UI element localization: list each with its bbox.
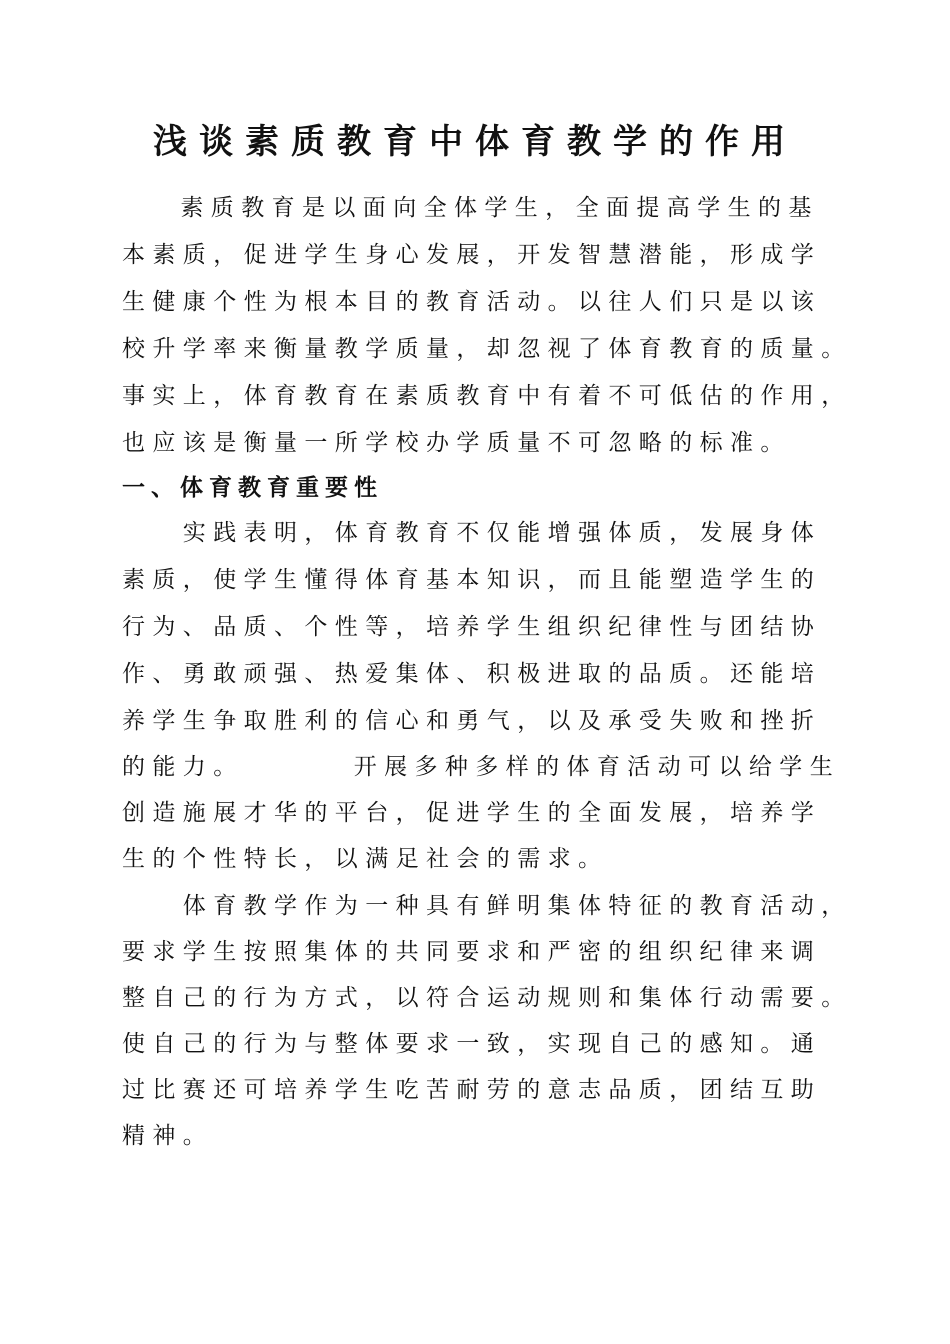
paragraph-line: 体育教学作为一种具有鲜明集体特征的教育活动， xyxy=(122,893,852,919)
paragraph-line: 本素质，促进学生身心发展，开发智慧潜能，形成学 xyxy=(122,242,822,268)
paragraph-line: 行为、品质、个性等，培养学生组织纪律性与团结协 xyxy=(122,614,822,640)
document-title: 浅谈素质教育中体育教学的作用 xyxy=(153,122,797,162)
paragraph-line: 也应该是衡量一所学校办学质量不可忽略的标准。 xyxy=(122,430,791,456)
section-heading: 一、体育教育重要性 xyxy=(122,475,383,501)
paragraph-line: 作、勇敢顽强、热爱集体、积极进取的品质。还能培 xyxy=(122,661,822,687)
paragraph-line: 实践表明，体育教育不仅能增强体质，发展身体 xyxy=(122,520,822,546)
paragraph-line: 养学生争取胜利的信心和勇气，以及承受失败和挫折 xyxy=(122,708,822,734)
paragraph-line: 要求学生按照集体的共同要求和严密的组织纪律来调 xyxy=(122,939,822,965)
paragraph-line: 校升学率来衡量教学质量，却忽视了体育教育的质量。 xyxy=(122,336,852,362)
paragraph-line: 过比赛还可培养学生吃苦耐劳的意志品质，团结互助 xyxy=(122,1077,822,1103)
paragraph-line: 创造施展才华的平台，促进学生的全面发展，培养学 xyxy=(122,800,822,826)
paragraph-line: 生的个性特长，以满足社会的需求。 xyxy=(122,846,609,872)
paragraph-line: 生健康个性为根本目的教育活动。以往人们只是以该 xyxy=(122,289,822,315)
paragraph-line: 的能力。 开展多种多样的体育活动可以给学生 xyxy=(122,754,841,780)
paragraph-line: 事实上，体育教育在素质教育中有着不可低估的作用， xyxy=(122,383,852,409)
paragraph-line: 素质教育是以面向全体学生，全面提高学生的基 xyxy=(150,195,819,221)
paragraph-line: 精神。 xyxy=(122,1123,214,1149)
paragraph-line: 整自己的行为方式，以符合运动规则和集体行动需要。 xyxy=(122,985,852,1011)
paragraph-line: 使自己的行为与整体要求一致，实现自己的感知。通 xyxy=(122,1031,822,1057)
paragraph-line: 素质，使学生懂得体育基本知识，而且能塑造学生的 xyxy=(122,567,822,593)
